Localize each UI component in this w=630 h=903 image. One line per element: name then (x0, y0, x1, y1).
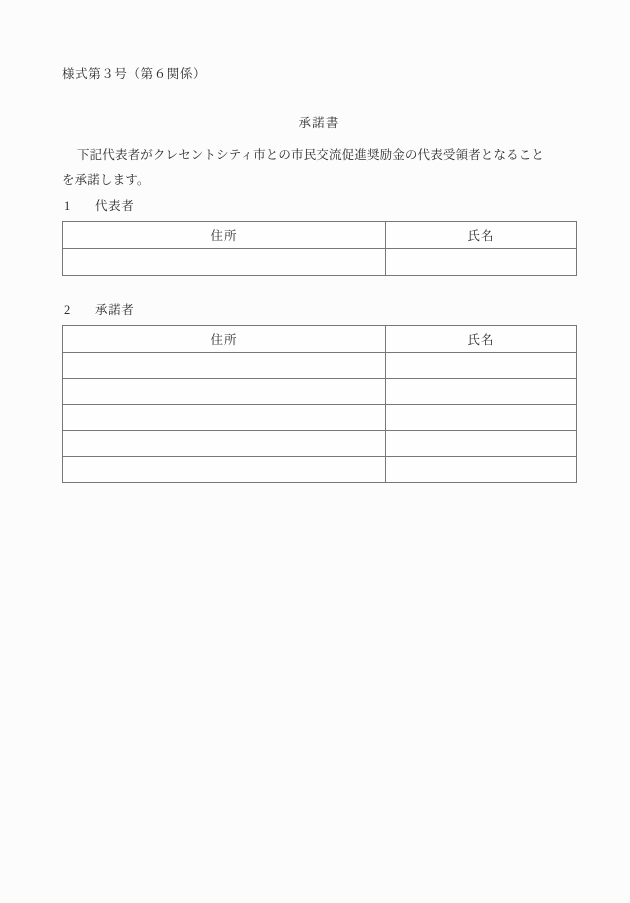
table-row (63, 457, 577, 483)
table-row (63, 431, 577, 457)
table-header-row (63, 222, 577, 249)
table-row (63, 353, 577, 379)
cell-name[interactable] (386, 431, 577, 457)
column-header-address: 住所 (63, 326, 386, 353)
cell-address[interactable] (63, 353, 386, 379)
cell-name[interactable] (386, 405, 577, 431)
section-1-label-text: 代表者 (95, 199, 135, 213)
table-row (63, 405, 577, 431)
cell-address[interactable] (63, 457, 386, 483)
column-header-address: 住所 (63, 222, 386, 249)
cell-address[interactable] (63, 379, 386, 405)
body-paragraph-line-1: 下記代表者がクレセントシティ市との市民交流促進奨励金の代表受領者となること (77, 148, 545, 162)
representative-table (62, 221, 577, 276)
cell-address[interactable] (63, 431, 386, 457)
cell-name[interactable] (386, 353, 577, 379)
column-header-name: 氏名 (386, 326, 577, 353)
section-2-label-text: 承諾者 (95, 303, 135, 317)
body-paragraph-line-2: を承諾します。 (62, 173, 150, 187)
table-row (63, 249, 577, 276)
table-header-row (63, 326, 577, 353)
cell-name[interactable] (386, 379, 577, 405)
body-paragraph (62, 143, 580, 193)
document-title: 承諾書 (298, 116, 340, 130)
consenters-table (62, 325, 577, 483)
section-2-number: 2 (64, 303, 71, 317)
cell-address[interactable] (63, 249, 386, 276)
cell-address[interactable] (63, 405, 386, 431)
table-row (63, 379, 577, 405)
section-1-heading (62, 196, 134, 214)
cell-name[interactable] (386, 249, 577, 276)
cell-name[interactable] (386, 457, 577, 483)
column-header-name: 氏名 (386, 222, 577, 249)
section-1-number: 1 (64, 199, 71, 213)
section-2-heading (62, 300, 134, 318)
form-number-header: 様式第３号（第６関係） (62, 67, 207, 81)
